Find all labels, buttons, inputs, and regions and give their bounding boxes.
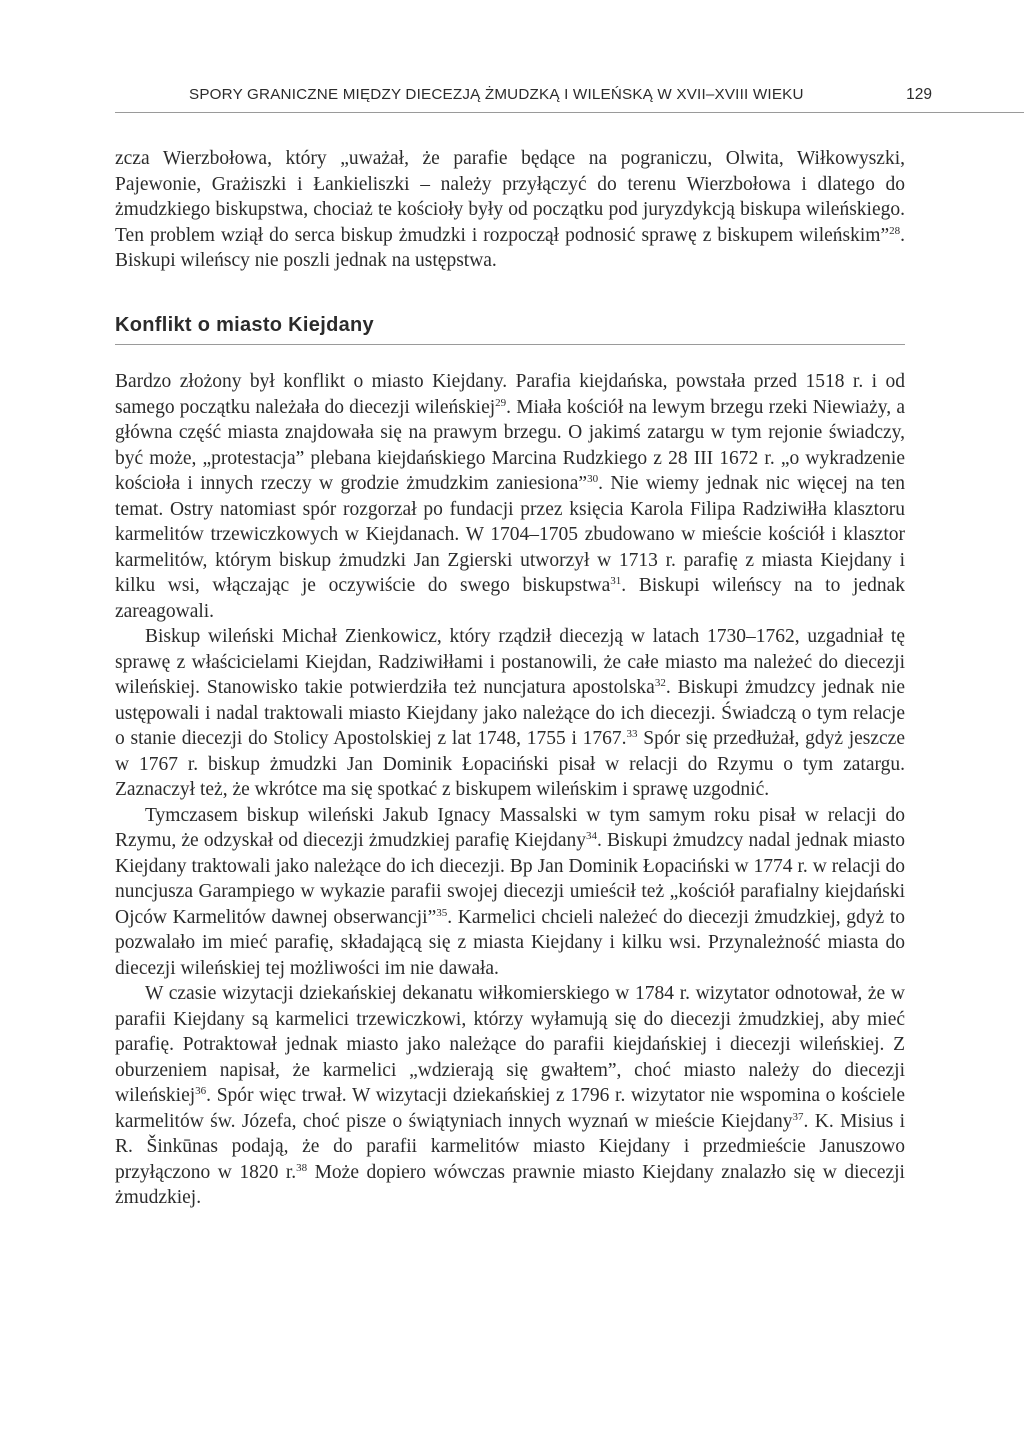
text-run: . Biskupi wileńscy na to jednak zareagowali. bbox=[115, 575, 905, 622]
text-run: . Biskupi wileńscy nie poszli jednak na ustępstwa. bbox=[115, 224, 905, 271]
text-run: . Biskupi żmudzcy jednak nie ustępowali i nadal traktowali miasto Kiejdany jako należące do ich diecezji. Świadczą o tym relacje o stanie diecezji do Stolicy Apostolskiej z lat 1748, 1755 i 1767. bbox=[115, 677, 905, 749]
footnote-ref[interactable]: 31 bbox=[610, 575, 622, 587]
text-run: Spór się przedłużał, gdyż jeszcze w 1767 r. biskup żmudzki Jan Dominik Łopaciński pisał w relacji do Rzymu o tym zatargu. Zaznaczył też, że wkrótce ma się spotkać z biskupem wileńskim i sprawę uzgodnić. bbox=[115, 728, 905, 800]
text-run: . Biskupi żmudzcy nadal jednak miasto Kiejdany traktowali jako należące do ich diecezji. Bp Jan Dominik Łopaciński w 1774 r. w relacji do nuncjusza Garampiego w wykazie parafii swojej diecezji umieścił też „kościół parafialny kiejdański Ojców Karmelitów dawnej obserwancji” bbox=[115, 830, 905, 928]
text-run: zcza Wierzbołowa, który „uważał, że parafie będące na pograniczu, Olwita, Wiłkowyszki, Pajewonie, Grażiszki i Łankieliszki – należy przyłączyć do terenu Wierzbołowa i dlatego do żmudzkiego biskupstwa, chociaż te kościoły były od początku pod juryzdykcją biskupa wileńskiego. Ten problem wziął do serca biskup żmudzki i rozpoczął podnosić sprawę z biskupem wileńskim” bbox=[115, 148, 905, 246]
section-heading: Konflikt o miasto Kiejdany bbox=[115, 314, 374, 336]
footnote-ref[interactable]: 32 bbox=[654, 677, 666, 689]
section-body bbox=[115, 369, 905, 1211]
intro-paragraph bbox=[115, 146, 905, 274]
text-run: W czasie wizytacji dziekańskiej dekanatu wiłkomierskiego w 1784 r. wizytator odnotował, że w parafii Kiejdany są karmelici trzewiczkowi, którzy wyłamują się do diecezji żmudzkiej, aby mieć parafię. Potraktował jednak miasto jako należące do parafii kiejdańskiej i diecezji wileńskiej. Z oburzeniem napisał, że karmelici „wdzierają się gwałtem”, choć miasto należy do diecezji wileńskiej bbox=[115, 983, 905, 1106]
text-run: . Nie wiemy jednak nic więcej na ten temat. Ostry natomiast spór rozgorzał po fundacji przez księcia Karola Filipa Radziwiłła klasztoru karmelitów trzewiczkowych w Kiejdanach. W 1704–1705 zbudowano w mieście kościół i klasztor karmelitów, którym biskup żmudzki Jan Zgierski utworzył w 1713 r. parafię z miasta Kiejdany i kilku wsi, włączając je oczywiście do swego biskupstwa bbox=[115, 473, 906, 596]
paragraph bbox=[115, 369, 905, 624]
text-run: Tymczasem biskup wileński Jakub Ignacy Massalski w tym samym roku pisał w relacji do Rzymu, że odzyskał od diecezji żmudzkiej parafię Kiejdany bbox=[115, 804, 905, 851]
paragraph bbox=[115, 803, 905, 982]
footnote-ref[interactable]: 33 bbox=[626, 728, 638, 740]
text-run: . Spór więc trwał. W wizytacji dziekańskiej z 1796 r. wizytator nie wspomina o kościele karmelitów św. Józefa, choć pisze o świątyniach innych wyznań w mieście Kiejdany bbox=[115, 1085, 905, 1132]
section-heading-block bbox=[115, 314, 905, 345]
text-run: . K. Misius i R. Šinkūnas podają, że do parafii karmelitów miasto Kiejdany i przedmieście Januszowo przyłączono w 1820 r. bbox=[115, 1110, 905, 1183]
paragraph bbox=[115, 981, 905, 1211]
footnote-ref[interactable]: 35 bbox=[436, 906, 448, 919]
text-run: Bardzo złożony był konflikt o miasto Kiejdany. Parafia kiejdańska, powstała przed 1518 r. i od samego początku należała do diecezji wileńskiej bbox=[115, 371, 905, 418]
footnote-ref[interactable]: 38 bbox=[296, 1161, 308, 1174]
running-header bbox=[115, 84, 1024, 113]
footnote-ref[interactable]: 36 bbox=[195, 1085, 207, 1097]
footnote-ref[interactable]: 34 bbox=[585, 830, 597, 842]
footnote-ref[interactable]: 30 bbox=[587, 473, 599, 485]
page-number: 129 bbox=[906, 86, 932, 103]
footnote-ref[interactable]: 37 bbox=[792, 1110, 804, 1123]
paragraph-continued bbox=[115, 146, 905, 274]
text-run: Biskup wileński Michał Zienkowicz, który rządził diecezją w latach 1730–1762, uzgadniał tę sprawę z właścicielami Kiejdan, Radziwiłłami i postanowili, że całe miasto ma należeć do diecezji wileńskiej. Stanowisko takie potwierdziła też nuncjatura apostolska bbox=[115, 626, 905, 698]
paragraph bbox=[115, 624, 905, 803]
text-run: . Karmelici chcieli należeć do diecezji żmudzkiej, gdyż to pozwalało im mieć parafię, składającą się z miasta Kiejdany i kilku wsi. Przynależność miasta do diecezji wileńskiej tej możliwości im nie dawała. bbox=[115, 906, 905, 979]
text-run: . Miała kościół na lewym brzegu rzeki Niewiaży, a główna część miasta znajdowała się na prawym brzegu. O jakimś zatargu w tym rejonie świadczy, być może, „protestacja” plebana kiejdańskiego Marcina Rudzkiego z 28 III 1672 r. „o wykradzenie kościoła i innych rzeczy w grodzie żmudzkim zaniesiona” bbox=[115, 396, 905, 494]
footnote-ref[interactable]: 28 bbox=[889, 224, 901, 237]
running-title: SPORY GRANICZNE MIĘDZY DIECEZJĄ ŻMUDZKĄ I WILEŃSKĄ W XVII–XVIII WIEKU bbox=[189, 86, 804, 103]
text-run: Może dopiero wówczas prawnie miasto Kiejdany znalazło się w diecezji żmudzkiej. bbox=[115, 1161, 905, 1208]
footnote-ref[interactable]: 29 bbox=[495, 396, 507, 409]
